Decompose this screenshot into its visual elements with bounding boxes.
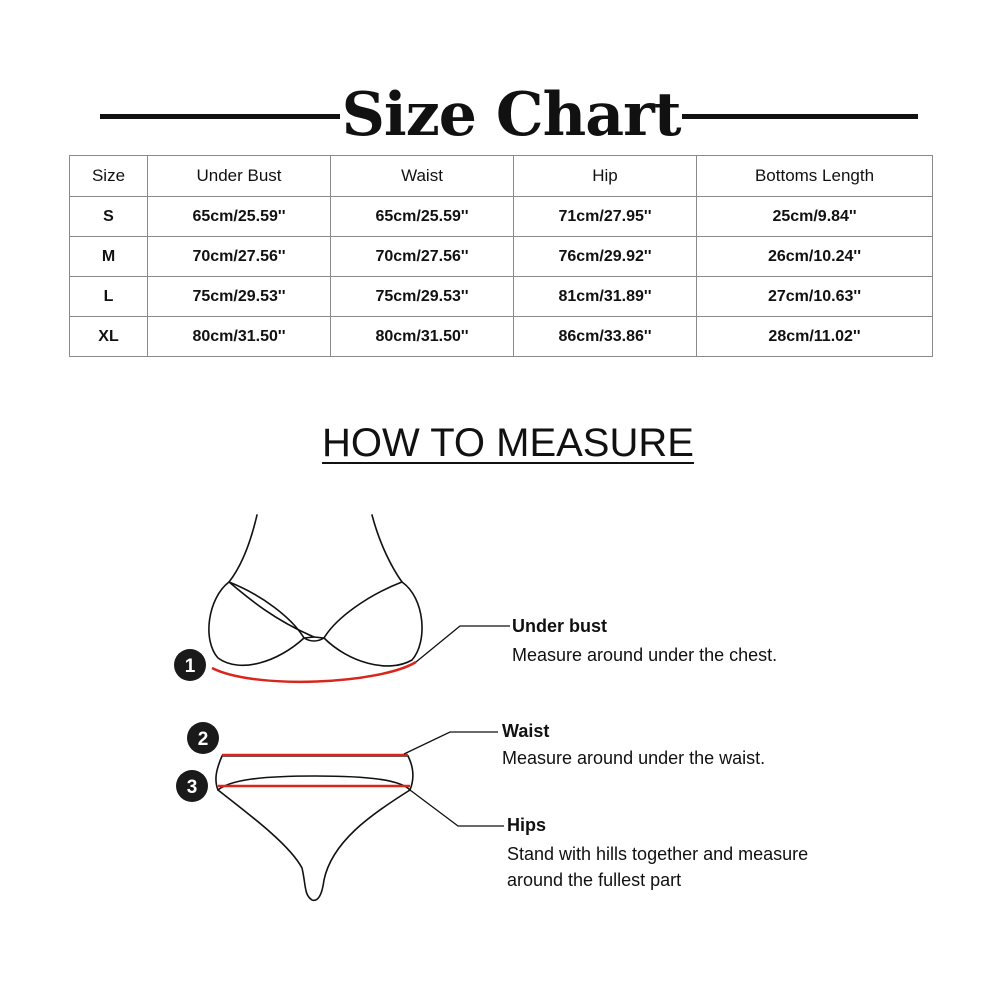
- svg-text:2: 2: [197, 729, 209, 750]
- under-bust-title: Under bust: [512, 616, 608, 636]
- waist-title: Waist: [502, 721, 550, 741]
- table-cell: 86cm/33.86'': [514, 317, 697, 357]
- page-title: Size Chart: [341, 80, 681, 150]
- table-cell: 75cm/29.53'': [331, 277, 514, 317]
- table-cell: S: [70, 197, 148, 237]
- svg-text:3: 3: [186, 777, 198, 798]
- svg-text:1: 1: [184, 656, 196, 677]
- hips-title: Hips: [507, 815, 547, 835]
- under-bust-label: [512, 613, 777, 668]
- table-cell: 70cm/27.56'': [331, 237, 514, 277]
- how-to-measure-heading: HOW TO MEASURE: [322, 421, 694, 465]
- hips-description-line-1: Stand with hills together and measure: [507, 844, 809, 864]
- step-badge-2: [187, 722, 219, 754]
- table-cell: 76cm/29.92'': [514, 237, 697, 277]
- bikini-bottom-icon: [216, 756, 413, 900]
- table-cell: 81cm/31.89'': [514, 277, 697, 317]
- table-cell: 25cm/9.84'': [697, 197, 933, 237]
- table-cell: XL: [70, 317, 148, 357]
- under-bust-leader-line: [416, 626, 510, 662]
- table-cell: 70cm/27.56'': [148, 237, 331, 277]
- table-cell: 65cm/25.59'': [331, 197, 514, 237]
- table-cell: 27cm/10.63'': [697, 277, 933, 317]
- table-cell: L: [70, 277, 148, 317]
- step-badge-1: [174, 649, 206, 681]
- table-cell: 80cm/31.50'': [331, 317, 514, 357]
- column-header: Hip: [514, 156, 697, 197]
- hips-label: [507, 812, 808, 893]
- column-header: Under Bust: [148, 156, 331, 197]
- waist-leader-line: [404, 732, 498, 754]
- column-header: Waist: [331, 156, 514, 197]
- waist-label: [502, 718, 765, 771]
- hips-leader-line: [410, 790, 504, 826]
- table-cell: 75cm/29.53'': [148, 277, 331, 317]
- waist-description: Measure around under the waist.: [502, 748, 766, 768]
- table-cell: 28cm/11.02'': [697, 317, 933, 357]
- under-bust-description: Measure around under the chest.: [512, 645, 778, 665]
- step-badge-3: [176, 770, 208, 802]
- table-cell: 71cm/27.95'': [514, 197, 697, 237]
- column-header: Bottoms Length: [697, 156, 933, 197]
- table-cell: 26cm/10.24'': [697, 237, 933, 277]
- column-header: Size: [70, 156, 148, 197]
- bikini-top-icon: [209, 515, 422, 666]
- hips-description-line-2: around the fullest part: [507, 870, 682, 890]
- table-cell: 65cm/25.59'': [148, 197, 331, 237]
- table-cell: M: [70, 237, 148, 277]
- table-cell: 80cm/31.50'': [148, 317, 331, 357]
